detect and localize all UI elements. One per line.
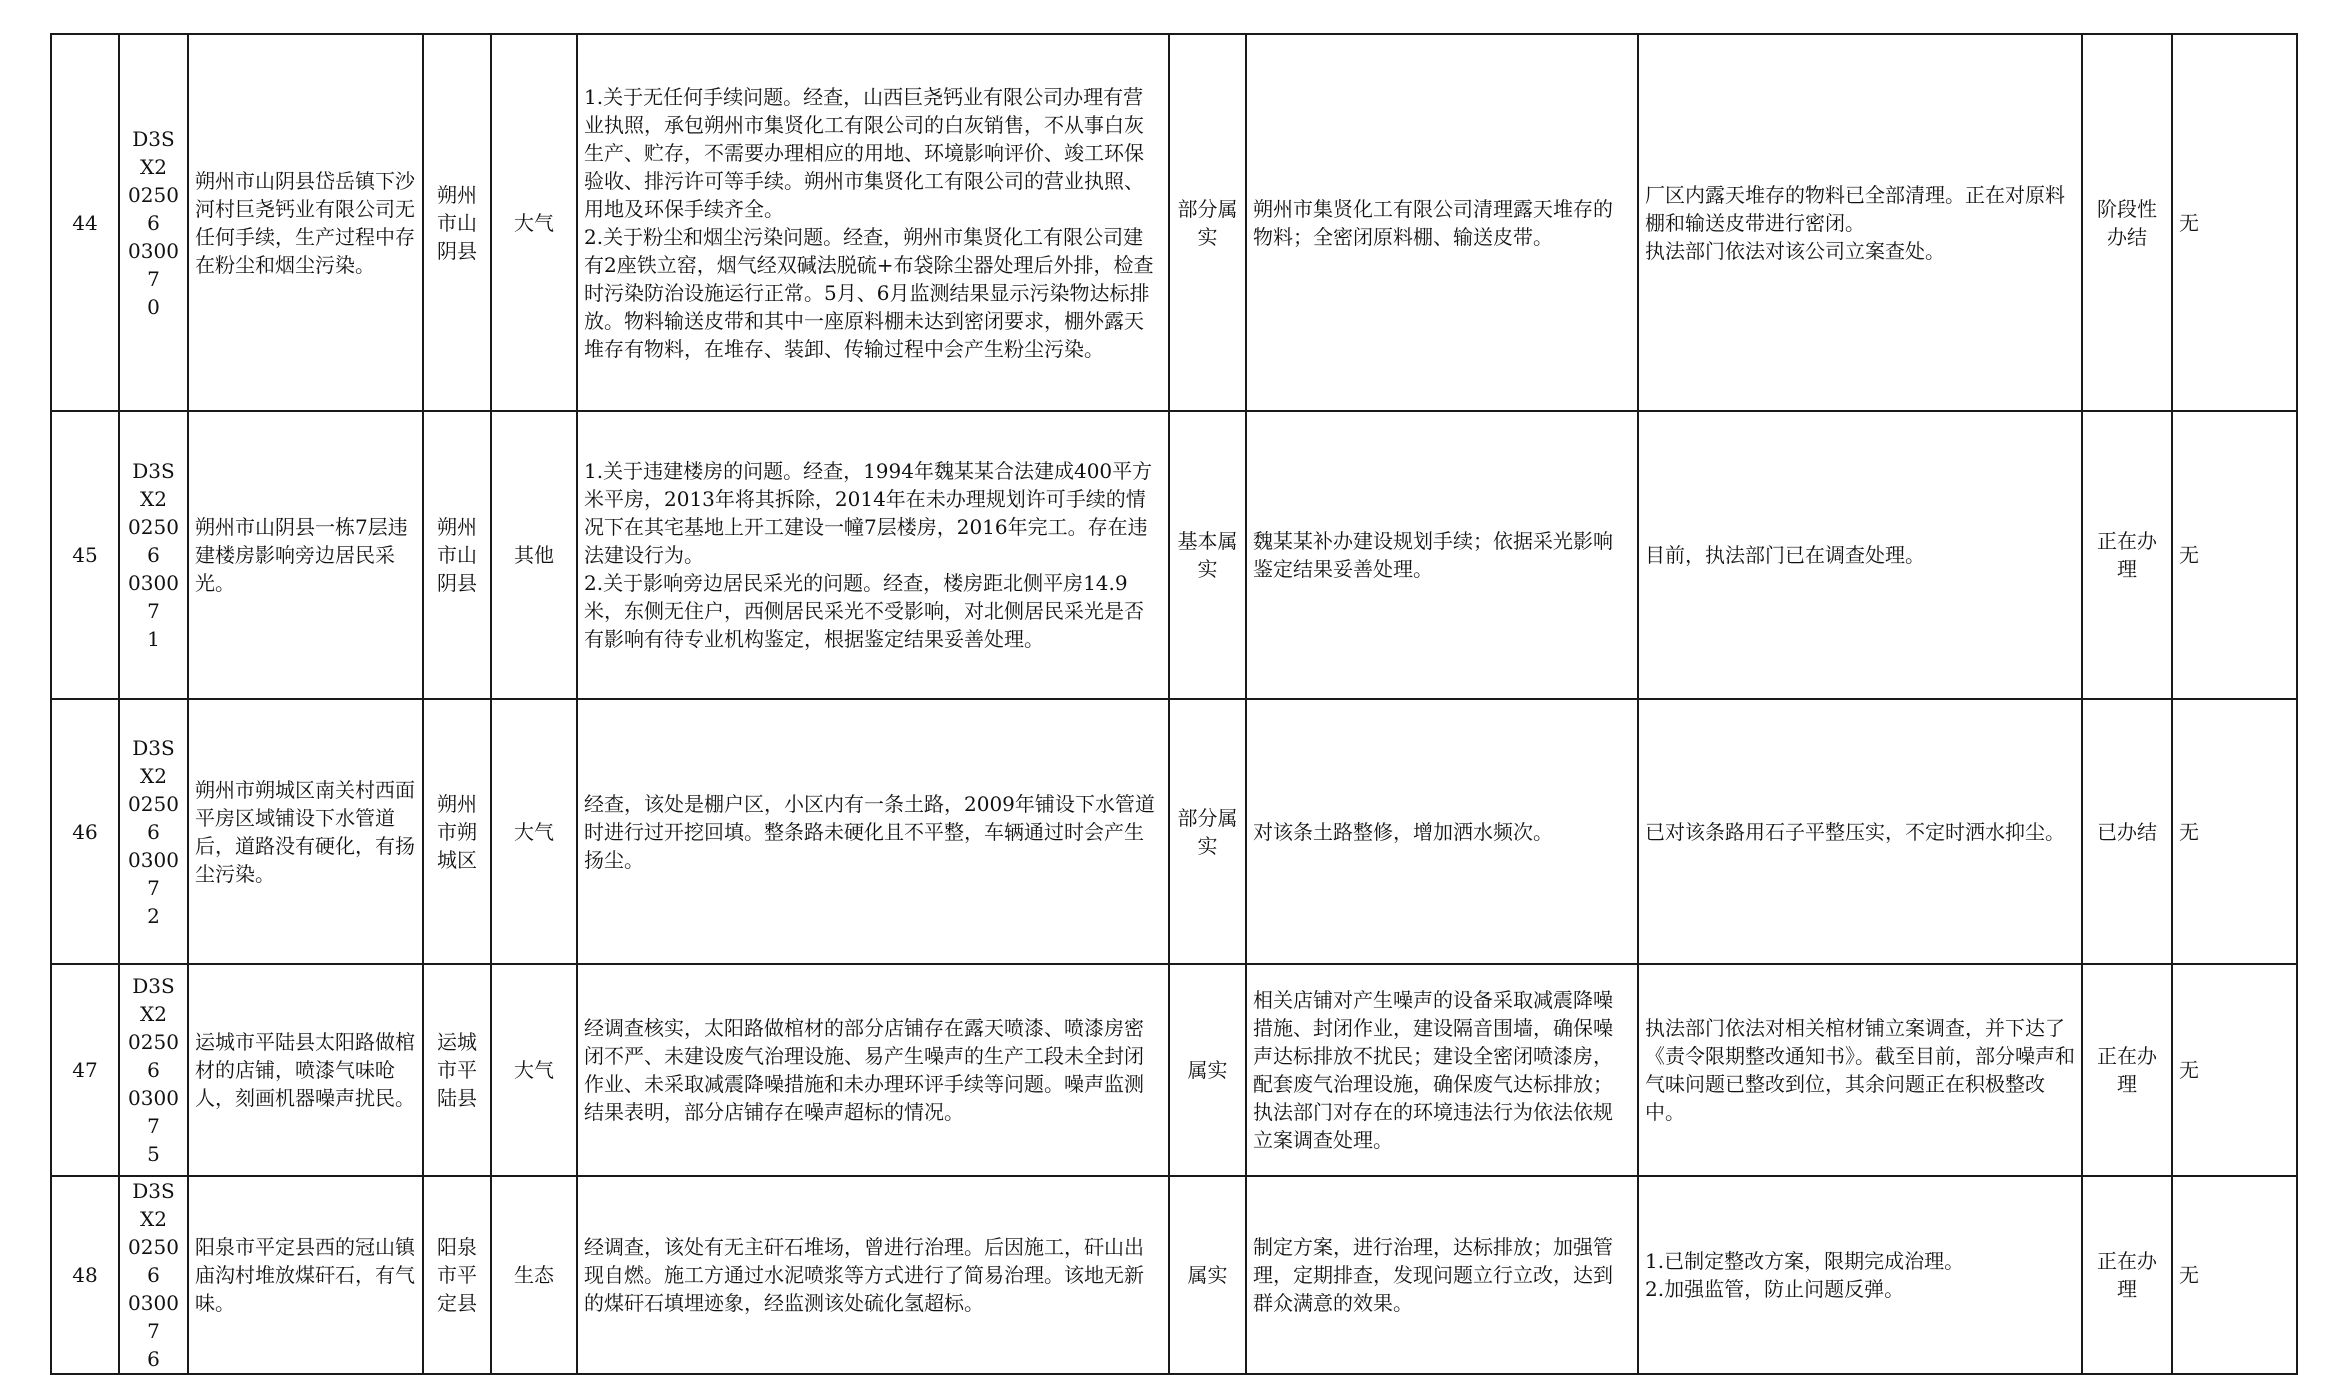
verification-result: 部分属 实	[1169, 699, 1246, 964]
complaint-description: 阳泉市平定县西的冠山镇庙沟村堆放煤矸石，有气味。	[188, 1176, 423, 1374]
table-row	[51, 1176, 2297, 1374]
administrative-region: 朔州 市山 阴县	[423, 34, 491, 411]
rectification-progress: 1.已制定整改方案，限期完成治理。 2.加强监管，防止问题反弹。	[1638, 1176, 2082, 1374]
rectification-progress: 执法部门依法对相关棺材铺立案调查，并下达了《责令限期整改通知书》。截至目前，部分噪声和气味问题已整改到位，其余问题正在积极整改中。	[1638, 964, 2082, 1176]
case-number: 48	[51, 1176, 119, 1374]
complaint-description: 朔州市山阴县一栋7层违建楼房影响旁边居民采光。	[188, 411, 423, 699]
case-number: 44	[51, 34, 119, 411]
handling-status: 正在办 理	[2082, 1176, 2172, 1374]
verification-result: 属实	[1169, 1176, 1246, 1374]
handling-status: 正在办 理	[2082, 964, 2172, 1176]
case-number: 45	[51, 411, 119, 699]
case-code: D3SX2 02506 03007 1	[119, 411, 188, 699]
rectification-progress: 目前，执法部门已在调查处理。	[1638, 411, 2082, 699]
accountability: 无	[2172, 964, 2297, 1176]
administrative-region: 朔州 市山 阴县	[423, 411, 491, 699]
pollution-type: 大气	[491, 964, 577, 1176]
table-row	[51, 699, 2297, 964]
complaint-description: 运城市平陆县太阳路做棺材的店铺，喷漆气味呛人，刻画机器噪声扰民。	[188, 964, 423, 1176]
verification-result: 属实	[1169, 964, 1246, 1176]
accountability: 无	[2172, 34, 2297, 411]
administrative-region: 朔州 市朔 城区	[423, 699, 491, 964]
verification-result: 部分属 实	[1169, 34, 1246, 411]
pollution-type: 大气	[491, 699, 577, 964]
accountability: 无	[2172, 1176, 2297, 1374]
accountability: 无	[2172, 411, 2297, 699]
case-table	[50, 33, 2298, 1375]
pollution-type: 其他	[491, 411, 577, 699]
administrative-region: 阳泉 市平 定县	[423, 1176, 491, 1374]
table-row	[51, 411, 2297, 699]
investigation-finding: 经查，该处是棚户区，小区内有一条土路，2009年铺设下水管道时进行过开挖回填。整条路未硬化且不平整，车辆通过时会产生扬尘。	[577, 699, 1169, 964]
handling-status: 阶段性 办结	[2082, 34, 2172, 411]
pollution-type: 大气	[491, 34, 577, 411]
handling-status: 正在办 理	[2082, 411, 2172, 699]
investigation-finding: 经调查，该处有无主矸石堆场，曾进行治理。后因施工，矸山出现自燃。施工方通过水泥喷浆等方式进行了简易治理。该地无新的煤矸石填埋迹象，经监测该处硫化氢超标。	[577, 1176, 1169, 1374]
complaint-description: 朔州市山阴县岱岳镇下沙河村巨尧钙业有限公司无任何手续，生产过程中存在粉尘和烟尘污染。	[188, 34, 423, 411]
complaint-description: 朔州市朔城区南关村西面平房区域铺设下水管道后，道路没有硬化，有扬尘污染。	[188, 699, 423, 964]
case-code: D3SX2 02506 03007 6	[119, 1176, 188, 1374]
rectification-plan: 制定方案，进行治理，达标排放；加强管理，定期排查，发现问题立行立改，达到群众满意的效果。	[1246, 1176, 1638, 1374]
case-code: D3SX2 02506 03007 2	[119, 699, 188, 964]
investigation-finding: 1.关于违建楼房的问题。经查，1994年魏某某合法建成400平方米平房，2013年将其拆除，2014年在未办理规划许可手续的情况下在其宅基地上开工建设一幢7层楼房，2016年完工。存在违法建设行为。 2.关于影响旁边居民采光的问题。经查，楼房距北侧平房14.9米，东侧无住户，西侧居民采光不受影响，对北侧居民采光是否有影响有待专业机构鉴定，根据鉴定结果妥善处理。	[577, 411, 1169, 699]
case-code: D3SX2 02506 03007 0	[119, 34, 188, 411]
table-row	[51, 34, 2297, 411]
case-number: 46	[51, 699, 119, 964]
rectification-progress: 已对该条路用石子平整压实，不定时洒水抑尘。	[1638, 699, 2082, 964]
case-code: D3SX2 02506 03007 5	[119, 964, 188, 1176]
table-row	[51, 964, 2297, 1176]
handling-status: 已办结	[2082, 699, 2172, 964]
verification-result: 基本属 实	[1169, 411, 1246, 699]
rectification-plan: 相关店铺对产生噪声的设备采取减震降噪措施、封闭作业，建设隔音围墙，确保噪声达标排放不扰民；建设全密闭喷漆房，配套废气治理设施，确保废气达标排放；执法部门对存在的环境违法行为依法依规立案调查处理。	[1246, 964, 1638, 1176]
administrative-region: 运城 市平 陆县	[423, 964, 491, 1176]
accountability: 无	[2172, 699, 2297, 964]
investigation-finding: 经调查核实，太阳路做棺材的部分店铺存在露天喷漆、喷漆房密闭不严、未建设废气治理设施、易产生噪声的生产工段未全封闭作业、未采取减震降噪措施和未办理环评手续等问题。噪声监测结果表明，部分店铺存在噪声超标的情况。	[577, 964, 1169, 1176]
rectification-progress: 厂区内露天堆存的物料已全部清理。正在对原料棚和输送皮带进行密闭。 执法部门依法对该公司立案查处。	[1638, 34, 2082, 411]
pollution-type: 生态	[491, 1176, 577, 1374]
rectification-plan: 对该条土路整修，增加洒水频次。	[1246, 699, 1638, 964]
investigation-finding: 1.关于无任何手续问题。经查，山西巨尧钙业有限公司办理有营业执照，承包朔州市集贤化工有限公司的白灰销售，不从事白灰生产、贮存，不需要办理相应的用地、环境影响评价、竣工环保验收、排污许可等手续。朔州市集贤化工有限公司的营业执照、用地及环保手续齐全。 2.关于粉尘和烟尘污染问题。经查，朔州市集贤化工有限公司建有2座铁立窑，烟气经双碱法脱硫+布袋除尘器处理后外排，检查时污染防治设施运行正常。5月、6月监测结果显示污染物达标排放。物料输送皮带和其中一座原料棚未达到密闭要求，棚外露天堆存有物料，在堆存、装卸、传输过程中会产生粉尘污染。	[577, 34, 1169, 411]
case-number: 47	[51, 964, 119, 1176]
rectification-plan: 魏某某补办建设规划手续；依据采光影响鉴定结果妥善处理。	[1246, 411, 1638, 699]
rectification-plan: 朔州市集贤化工有限公司清理露天堆存的物料；全密闭原料棚、输送皮带。	[1246, 34, 1638, 411]
